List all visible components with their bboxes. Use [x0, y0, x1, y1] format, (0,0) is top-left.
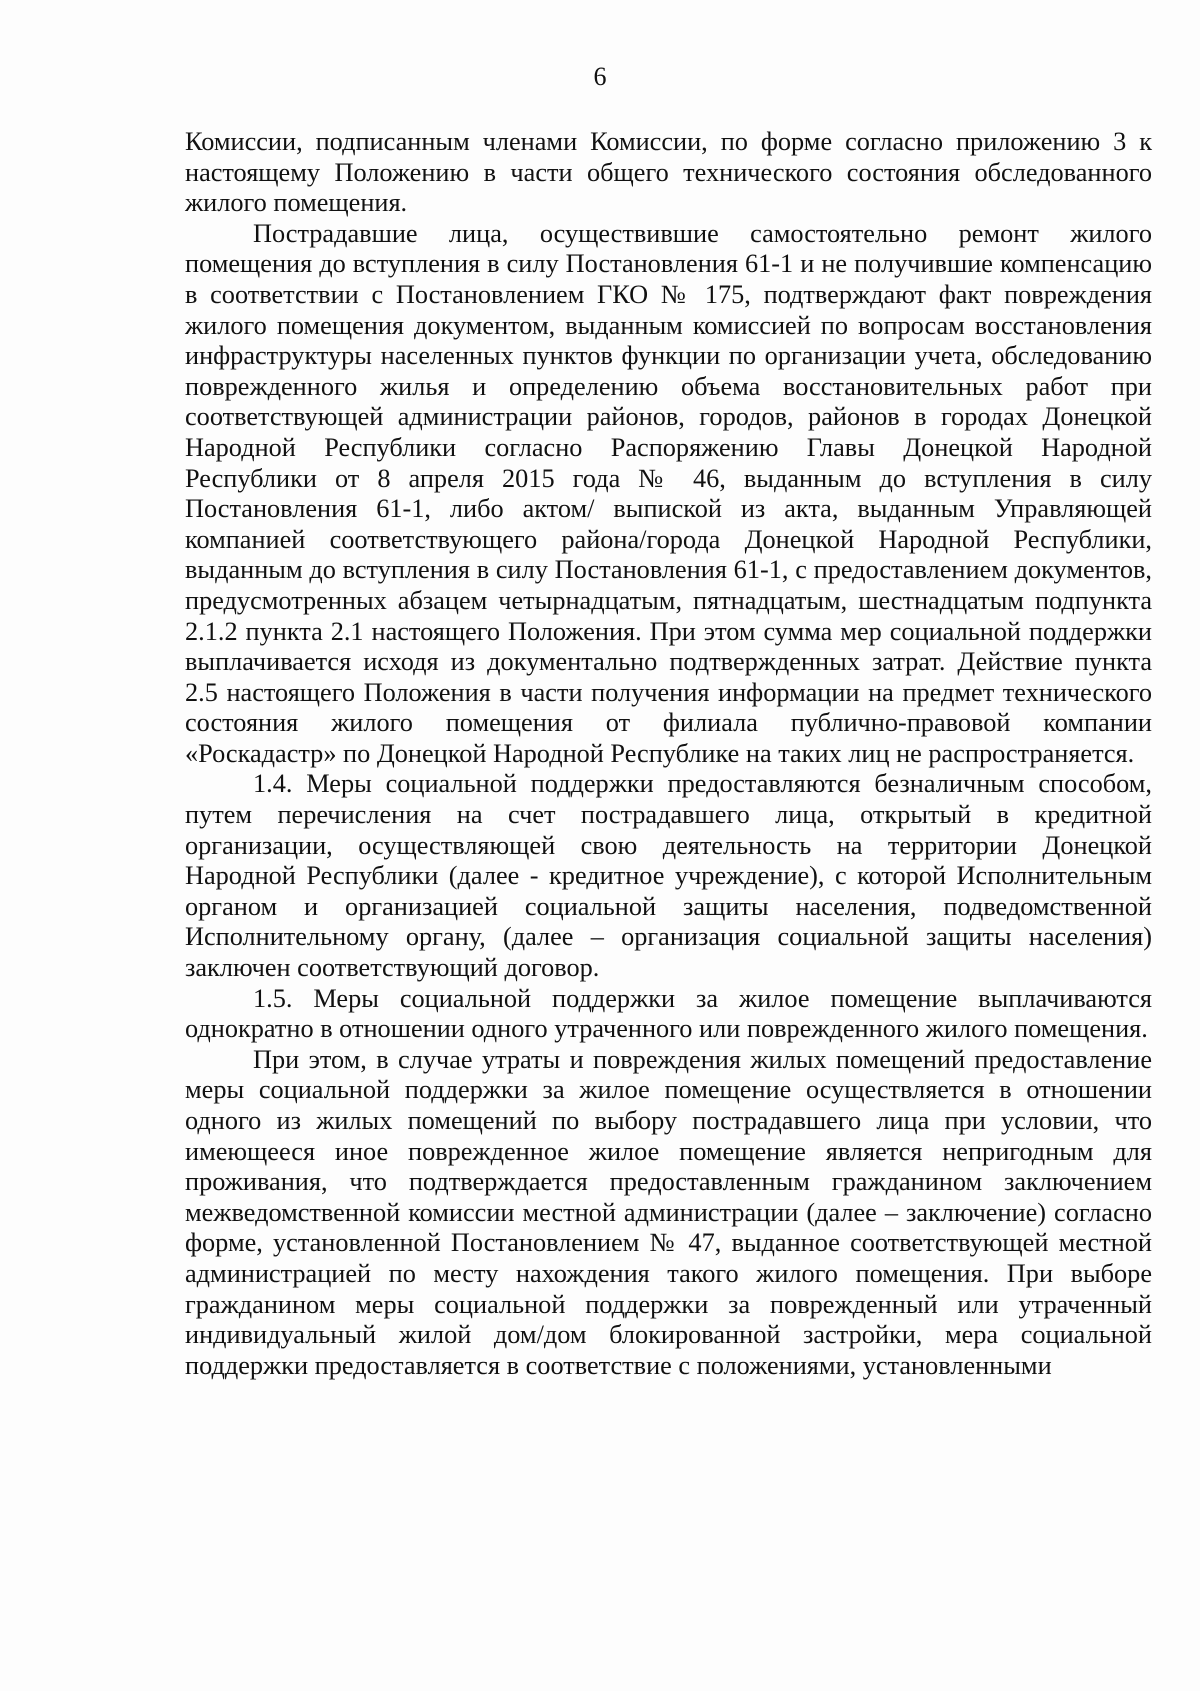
paragraph-multiple-dwellings: При этом, в случае утраты и повреждения жилых помещений предоставление меры социальной поддержки за жилое помещение осуществляется в отношении одного из жилых помещений по выбору пострадавшего лица при условии, что имеющееся иное поврежденное жилое помещение является непригодным для проживания, что подтверждается предоставленным гражданином заключением межведомственной комиссии местной администрации (далее – заключение) согласно форме, установленной Постановлением № 47, выданное соответствующей местной администрацией по месту нахождения такого жилого помещения. При выборе гражданином меры социальной поддержки за поврежденный или утраченный индивидуальный жилой дом/дом блокированной застройки, мера социальной поддержки предоставляется в соответствие с положениями, установленными: [185, 1044, 1152, 1380]
paragraph-victims-self-repair: Пострадавшие лица, осуществившие самостоятельно ремонт жилого помещения до вступления в силу Постановления 61-1 и не получившие компенсацию в соответствии с Постановлением ГКО № 175, подтверждают факт повреждения жилого помещения документом, выданным комиссией по вопросам восстановления инфраструктуры населенных пунктов функции по организации учета, обследованию поврежденного жилья и определению объема восстановительных работ при соответствующей администрации районов, городов, районов в городах Донецкой Народной Республики согласно Распоряжению Главы Донецкой Народной Республики от 8 апреля 2015 года № 46, выданным до вступления в силу Постановления 61-1, либо актом/ выпиской из акта, выданным Управляющей компанией соответствующего района/города Донецкой Народной Республики, выданным до вступления в силу Постановления 61-1, с предоставлением документов, предусмотренных абзацем четырнадцатым, пятнадцатым, шестнадцатым подпункта 2.1.2 пункта 2.1 настоящего Положения. При этом сумма мер социальной поддержки выплачивается исходя из документально подтвержденных затрат. Действие пункта 2.5 настоящего Положения в части получения информации на предмет технического состояния жилого помещения от филиала публично-правовой компании «Роскадастр» по Донецкой Народной Республике на таких лиц не распространяется.: [185, 218, 1152, 768]
page-number: 6: [593, 62, 607, 91]
document-body: [185, 127, 1152, 1381]
paragraph-1-4-payment-method: 1.4. Меры социальной поддержки предоставляются безналичным способом, путем перечисления на счет пострадавшего лица, открытый в кредитной организации, осуществляющей свою деятельность на территории Донецкой Народной Республики (далее - кредитное учреждение), с которой Исполнительным органом и организацией социальной защиты населения, подведомственной Исполнительному органу, (далее – организация социальной защиты населения) заключен соответствующий договор.: [185, 769, 1152, 983]
paragraph-1-5-one-time-payment: 1.5. Меры социальной поддержки за жилое помещение выплачиваются однократно в отношении одного утраченного или поврежденного жилого помещения.: [185, 983, 1152, 1044]
paragraph-continuation: Комиссии, подписанным членами Комиссии, по форме согласно приложению 3 к настоящему Положению в части общего технического состояния обследованного жилого помещения.: [185, 127, 1152, 218]
